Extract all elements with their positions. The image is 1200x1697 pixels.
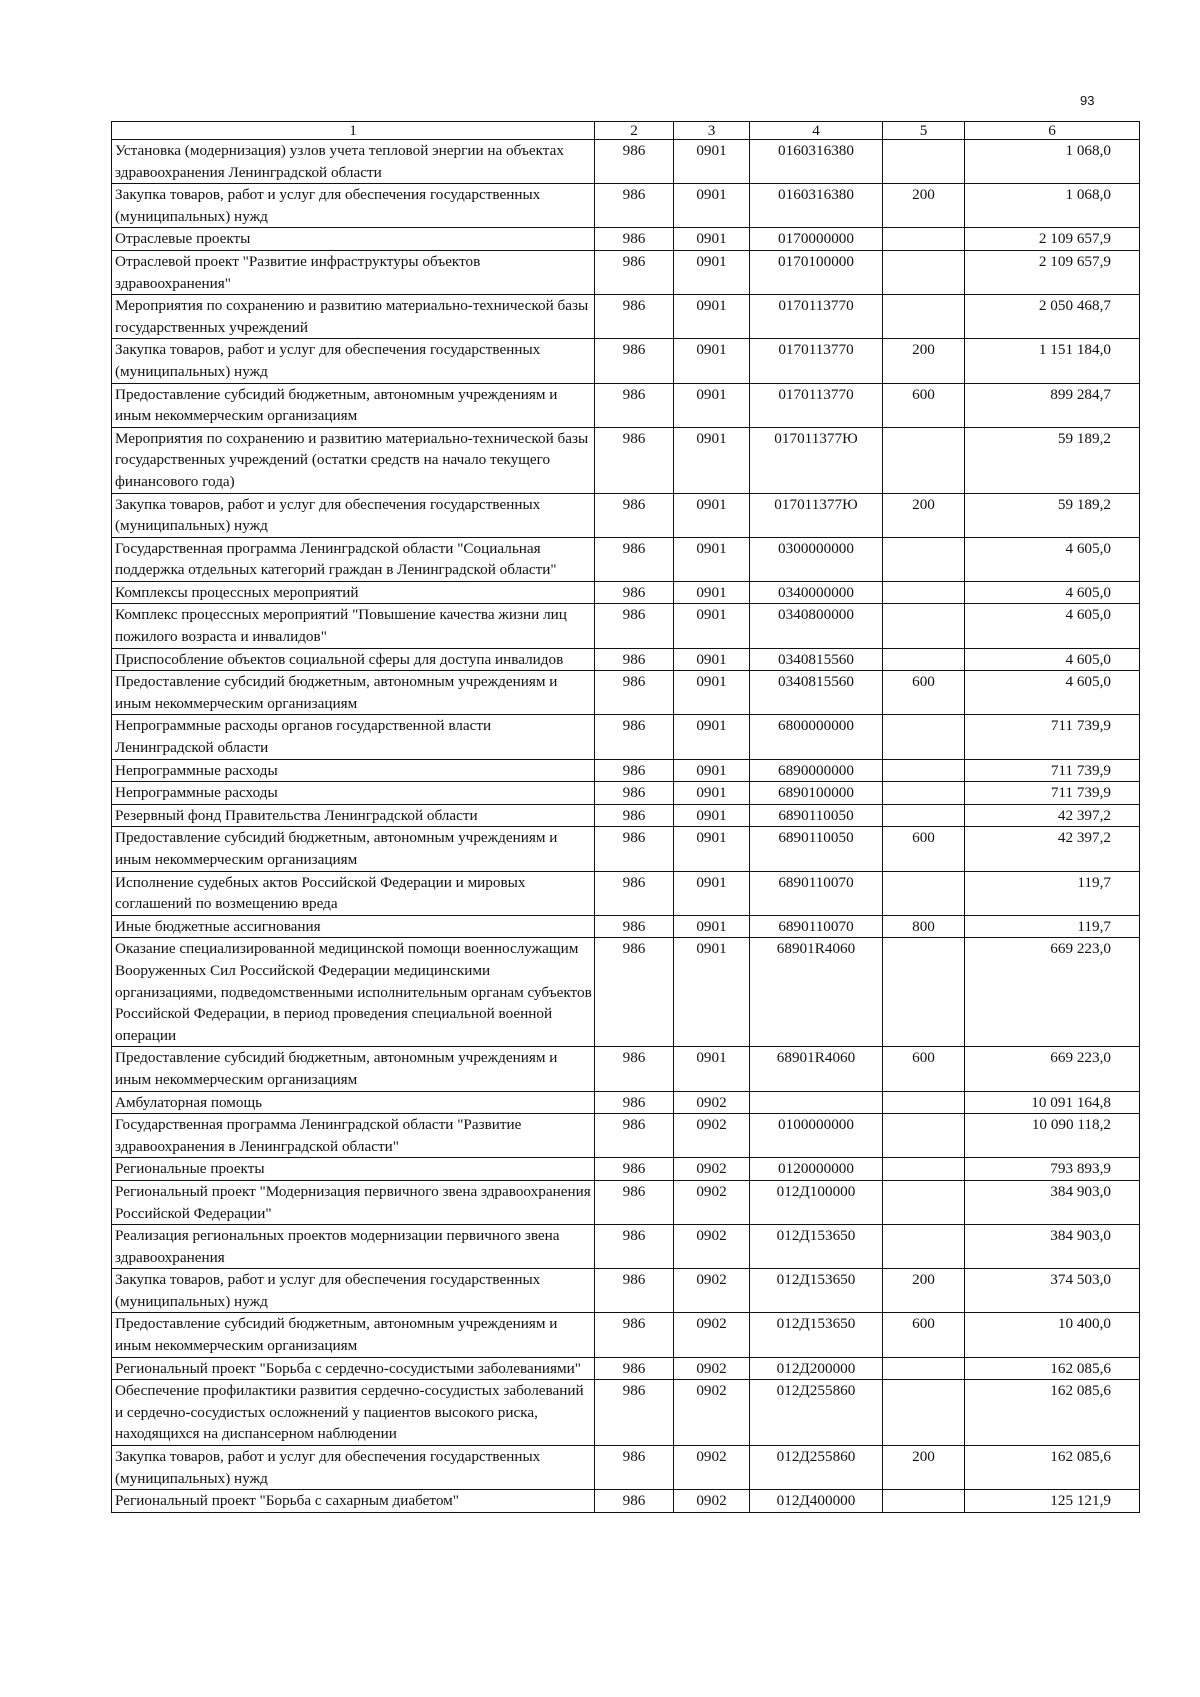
amount-cell: 384 903,0 xyxy=(965,1225,1140,1269)
target-article-cell: 0170000000 xyxy=(750,228,883,251)
header-col-1: 1 xyxy=(112,122,595,140)
target-article-cell: 0160316380 xyxy=(750,140,883,184)
table-row xyxy=(112,1091,1140,1114)
admin-code-cell: 986 xyxy=(595,1114,674,1158)
admin-code-cell: 986 xyxy=(595,339,674,383)
amount-cell: 374 503,0 xyxy=(965,1269,1140,1313)
admin-code-cell: 986 xyxy=(595,1313,674,1357)
section-code-cell: 0901 xyxy=(674,537,750,581)
table-row xyxy=(112,1490,1140,1513)
expense-type-cell xyxy=(883,581,965,604)
expense-type-cell xyxy=(883,1380,965,1446)
section-code-cell: 0901 xyxy=(674,383,750,427)
target-article-cell xyxy=(750,1091,883,1114)
amount-cell: 2 050 468,7 xyxy=(965,295,1140,339)
admin-code-cell: 986 xyxy=(595,228,674,251)
target-article-cell: 012Д255860 xyxy=(750,1446,883,1490)
expense-type-cell xyxy=(883,250,965,294)
amount-cell: 2 109 657,9 xyxy=(965,250,1140,294)
expense-type-cell xyxy=(883,295,965,339)
table-body xyxy=(112,140,1140,1513)
name-cell: Исполнение судебных актов Российской Федерации и мировых соглашений по возмещению вреда xyxy=(112,871,595,915)
admin-code-cell: 986 xyxy=(595,1225,674,1269)
table-row xyxy=(112,1047,1140,1091)
amount-cell: 10 091 164,8 xyxy=(965,1091,1140,1114)
expense-type-cell xyxy=(883,1180,965,1224)
table-row xyxy=(112,915,1140,938)
table-row xyxy=(112,1313,1140,1357)
expense-type-cell: 200 xyxy=(883,184,965,228)
section-code-cell: 0901 xyxy=(674,827,750,871)
name-cell: Оказание специализированной медицинской помощи военнослужащим Вооруженных Сил Российской Федерации медицинскими организациями, подведомственными исполнительным органам субъектов Российской Федерации, в период проведения специальной военной операции xyxy=(112,938,595,1047)
header-col-6: 6 xyxy=(965,122,1140,140)
expense-type-cell xyxy=(883,715,965,759)
table-row xyxy=(112,871,1140,915)
admin-code-cell: 986 xyxy=(595,804,674,827)
target-article-cell: 012Д153650 xyxy=(750,1269,883,1313)
amount-cell: 119,7 xyxy=(965,871,1140,915)
name-cell: Закупка товаров, работ и услуг для обеспечения государственных (муниципальных) нужд xyxy=(112,493,595,537)
expense-type-cell xyxy=(883,804,965,827)
amount-cell: 4 605,0 xyxy=(965,648,1140,671)
target-article-cell: 0300000000 xyxy=(750,537,883,581)
table-row xyxy=(112,1269,1140,1313)
section-code-cell: 0901 xyxy=(674,715,750,759)
admin-code-cell: 986 xyxy=(595,581,674,604)
admin-code-cell: 986 xyxy=(595,493,674,537)
amount-cell: 125 121,9 xyxy=(965,1490,1140,1513)
header-col-4: 4 xyxy=(750,122,883,140)
name-cell: Приспособление объектов социальной сферы для доступа инвалидов xyxy=(112,648,595,671)
expense-type-cell: 600 xyxy=(883,383,965,427)
name-cell: Закупка товаров, работ и услуг для обеспечения государственных (муниципальных) нужд xyxy=(112,1446,595,1490)
name-cell: Закупка товаров, работ и услуг для обеспечения государственных (муниципальных) нужд xyxy=(112,1269,595,1313)
expense-type-cell xyxy=(883,140,965,184)
expense-type-cell xyxy=(883,759,965,782)
name-cell: Установка (модернизация) узлов учета тепловой энергии на объектах здравоохранения Ленинградской области xyxy=(112,140,595,184)
admin-code-cell: 986 xyxy=(595,1446,674,1490)
admin-code-cell: 986 xyxy=(595,383,674,427)
target-article-cell: 012Д200000 xyxy=(750,1357,883,1380)
name-cell: Закупка товаров, работ и услуг для обеспечения государственных (муниципальных) нужд xyxy=(112,184,595,228)
name-cell: Реализация региональных проектов модернизации первичного звена здравоохранения xyxy=(112,1225,595,1269)
name-cell: Амбулаторная помощь xyxy=(112,1091,595,1114)
expense-type-cell xyxy=(883,938,965,1047)
expense-type-cell: 800 xyxy=(883,915,965,938)
section-code-cell: 0901 xyxy=(674,871,750,915)
expense-type-cell xyxy=(883,604,965,648)
section-code-cell: 0901 xyxy=(674,581,750,604)
amount-cell: 59 189,2 xyxy=(965,493,1140,537)
name-cell: Комплексы процессных мероприятий xyxy=(112,581,595,604)
amount-cell: 162 085,6 xyxy=(965,1446,1140,1490)
section-code-cell: 0901 xyxy=(674,427,750,493)
section-code-cell: 0901 xyxy=(674,604,750,648)
amount-cell: 1 068,0 xyxy=(965,184,1140,228)
name-cell: Отраслевой проект "Развитие инфраструктуры объектов здравоохранения" xyxy=(112,250,595,294)
amount-cell: 162 085,6 xyxy=(965,1380,1140,1446)
target-article-cell: 6890100000 xyxy=(750,782,883,805)
name-cell: Закупка товаров, работ и услуг для обеспечения государственных (муниципальных) нужд xyxy=(112,339,595,383)
target-article-cell: 012Д153650 xyxy=(750,1313,883,1357)
table-row xyxy=(112,1357,1140,1380)
table-row xyxy=(112,339,1140,383)
header-col-5: 5 xyxy=(883,122,965,140)
section-code-cell: 0901 xyxy=(674,1047,750,1091)
table-row xyxy=(112,1158,1140,1181)
section-code-cell: 0902 xyxy=(674,1225,750,1269)
admin-code-cell: 986 xyxy=(595,938,674,1047)
section-code-cell: 0901 xyxy=(674,228,750,251)
expense-type-cell xyxy=(883,1225,965,1269)
amount-cell: 10 400,0 xyxy=(965,1313,1140,1357)
target-article-cell: 6890110050 xyxy=(750,827,883,871)
section-code-cell: 0902 xyxy=(674,1446,750,1490)
admin-code-cell: 986 xyxy=(595,140,674,184)
expense-type-cell: 600 xyxy=(883,827,965,871)
expense-type-cell xyxy=(883,1091,965,1114)
section-code-cell: 0902 xyxy=(674,1091,750,1114)
section-code-cell: 0902 xyxy=(674,1380,750,1446)
amount-cell: 711 739,9 xyxy=(965,715,1140,759)
section-code-cell: 0901 xyxy=(674,804,750,827)
name-cell: Непрограммные расходы xyxy=(112,759,595,782)
name-cell: Комплекс процессных мероприятий "Повышение качества жизни лиц пожилого возраста и инвалидов" xyxy=(112,604,595,648)
section-code-cell: 0901 xyxy=(674,938,750,1047)
amount-cell: 4 605,0 xyxy=(965,671,1140,715)
admin-code-cell: 986 xyxy=(595,250,674,294)
target-article-cell: 0120000000 xyxy=(750,1158,883,1181)
amount-cell: 899 284,7 xyxy=(965,383,1140,427)
expense-type-cell: 200 xyxy=(883,493,965,537)
amount-cell: 10 090 118,2 xyxy=(965,1114,1140,1158)
admin-code-cell: 986 xyxy=(595,915,674,938)
table-row xyxy=(112,427,1140,493)
table-row xyxy=(112,715,1140,759)
table-row xyxy=(112,537,1140,581)
name-cell: Резервный фонд Правительства Ленинградской области xyxy=(112,804,595,827)
section-code-cell: 0902 xyxy=(674,1357,750,1380)
amount-cell: 1 068,0 xyxy=(965,140,1140,184)
target-article-cell: 012Д100000 xyxy=(750,1180,883,1224)
section-code-cell: 0901 xyxy=(674,493,750,537)
target-article-cell: 017011377Ю xyxy=(750,493,883,537)
admin-code-cell: 986 xyxy=(595,1490,674,1513)
amount-cell: 4 605,0 xyxy=(965,581,1140,604)
admin-code-cell: 986 xyxy=(595,671,674,715)
section-code-cell: 0901 xyxy=(674,648,750,671)
section-code-cell: 0902 xyxy=(674,1114,750,1158)
name-cell: Государственная программа Ленинградской области "Развитие здравоохранения в Ленинградской области" xyxy=(112,1114,595,1158)
section-code-cell: 0901 xyxy=(674,250,750,294)
table-row xyxy=(112,1446,1140,1490)
table-row xyxy=(112,827,1140,871)
section-code-cell: 0902 xyxy=(674,1158,750,1181)
section-code-cell: 0902 xyxy=(674,1180,750,1224)
name-cell: Региональный проект "Борьба с сахарным диабетом" xyxy=(112,1490,595,1513)
name-cell: Отраслевые проекты xyxy=(112,228,595,251)
table-row xyxy=(112,184,1140,228)
name-cell: Региональный проект "Борьба с сердечно-сосудистыми заболеваниями" xyxy=(112,1357,595,1380)
name-cell: Иные бюджетные ассигнования xyxy=(112,915,595,938)
target-article-cell: 6890110070 xyxy=(750,871,883,915)
admin-code-cell: 986 xyxy=(595,1357,674,1380)
table-row xyxy=(112,604,1140,648)
table-row xyxy=(112,782,1140,805)
expense-type-cell xyxy=(883,1114,965,1158)
name-cell: Региональные проекты xyxy=(112,1158,595,1181)
table-row xyxy=(112,1225,1140,1269)
table-row xyxy=(112,250,1140,294)
target-article-cell: 6890110070 xyxy=(750,915,883,938)
expense-type-cell: 600 xyxy=(883,671,965,715)
name-cell: Мероприятия по сохранению и развитию материально-технической базы государственных учреждений (остатки средств на начало текущего финансового года) xyxy=(112,427,595,493)
section-code-cell: 0901 xyxy=(674,759,750,782)
target-article-cell: 0170113770 xyxy=(750,383,883,427)
section-code-cell: 0902 xyxy=(674,1490,750,1513)
amount-cell: 119,7 xyxy=(965,915,1140,938)
amount-cell: 1 151 184,0 xyxy=(965,339,1140,383)
expense-type-cell: 600 xyxy=(883,1047,965,1091)
section-code-cell: 0902 xyxy=(674,1313,750,1357)
admin-code-cell: 986 xyxy=(595,871,674,915)
name-cell: Региональный проект "Модернизация первичного звена здравоохранения Российской Федерации" xyxy=(112,1180,595,1224)
header-col-3: 3 xyxy=(674,122,750,140)
table-row xyxy=(112,938,1140,1047)
expense-type-cell xyxy=(883,537,965,581)
target-article-cell: 68901R4060 xyxy=(750,938,883,1047)
target-article-cell: 012Д153650 xyxy=(750,1225,883,1269)
amount-cell: 669 223,0 xyxy=(965,938,1140,1047)
target-article-cell: 0160316380 xyxy=(750,184,883,228)
amount-cell: 793 893,9 xyxy=(965,1158,1140,1181)
admin-code-cell: 986 xyxy=(595,604,674,648)
header-col-2: 2 xyxy=(595,122,674,140)
expense-type-cell: 200 xyxy=(883,1446,965,1490)
section-code-cell: 0901 xyxy=(674,915,750,938)
admin-code-cell: 986 xyxy=(595,537,674,581)
amount-cell: 59 189,2 xyxy=(965,427,1140,493)
table-row xyxy=(112,1380,1140,1446)
target-article-cell: 012Д255860 xyxy=(750,1380,883,1446)
target-article-cell: 6890110050 xyxy=(750,804,883,827)
admin-code-cell: 986 xyxy=(595,1091,674,1114)
amount-cell: 162 085,6 xyxy=(965,1357,1140,1380)
table-row xyxy=(112,804,1140,827)
table-row xyxy=(112,383,1140,427)
table-row xyxy=(112,295,1140,339)
expense-type-cell: 600 xyxy=(883,1313,965,1357)
section-code-cell: 0901 xyxy=(674,140,750,184)
target-article-cell: 0100000000 xyxy=(750,1114,883,1158)
target-article-cell: 0340000000 xyxy=(750,581,883,604)
expense-type-cell: 200 xyxy=(883,1269,965,1313)
section-code-cell: 0901 xyxy=(674,339,750,383)
expense-type-cell xyxy=(883,648,965,671)
admin-code-cell: 986 xyxy=(595,295,674,339)
section-code-cell: 0901 xyxy=(674,295,750,339)
admin-code-cell: 986 xyxy=(595,715,674,759)
target-article-cell: 0340815560 xyxy=(750,671,883,715)
name-cell: Непрограммные расходы xyxy=(112,782,595,805)
amount-cell: 42 397,2 xyxy=(965,827,1140,871)
table-row xyxy=(112,228,1140,251)
admin-code-cell: 986 xyxy=(595,1269,674,1313)
target-article-cell: 0340815560 xyxy=(750,648,883,671)
table-row xyxy=(112,648,1140,671)
name-cell: Государственная программа Ленинградской области "Социальная поддержка отдельных категорий граждан в Ленинградской области" xyxy=(112,537,595,581)
expense-type-cell xyxy=(883,427,965,493)
section-code-cell: 0901 xyxy=(674,671,750,715)
table-row xyxy=(112,1114,1140,1158)
section-code-cell: 0901 xyxy=(674,782,750,805)
name-cell: Предоставление субсидий бюджетным, автономным учреждениям и иным некоммерческим организациям xyxy=(112,1313,595,1357)
name-cell: Предоставление субсидий бюджетным, автономным учреждениям и иным некоммерческим организациям xyxy=(112,383,595,427)
page-number: 93 xyxy=(1080,93,1095,108)
table-row xyxy=(112,493,1140,537)
amount-cell: 384 903,0 xyxy=(965,1180,1140,1224)
amount-cell: 669 223,0 xyxy=(965,1047,1140,1091)
target-article-cell: 0170100000 xyxy=(750,250,883,294)
admin-code-cell: 986 xyxy=(595,648,674,671)
expense-type-cell xyxy=(883,1357,965,1380)
name-cell: Предоставление субсидий бюджетным, автономным учреждениям и иным некоммерческим организациям xyxy=(112,1047,595,1091)
admin-code-cell: 986 xyxy=(595,1158,674,1181)
section-code-cell: 0902 xyxy=(674,1269,750,1313)
target-article-cell: 0170113770 xyxy=(750,295,883,339)
target-article-cell: 6800000000 xyxy=(750,715,883,759)
name-cell: Предоставление субсидий бюджетным, автономным учреждениям и иным некоммерческим организациям xyxy=(112,827,595,871)
budget-table xyxy=(111,121,1140,1513)
target-article-cell: 017011377Ю xyxy=(750,427,883,493)
expense-type-cell xyxy=(883,1158,965,1181)
amount-cell: 711 739,9 xyxy=(965,759,1140,782)
admin-code-cell: 986 xyxy=(595,427,674,493)
amount-cell: 2 109 657,9 xyxy=(965,228,1140,251)
admin-code-cell: 986 xyxy=(595,1380,674,1446)
section-code-cell: 0901 xyxy=(674,184,750,228)
expense-type-cell xyxy=(883,228,965,251)
admin-code-cell: 986 xyxy=(595,184,674,228)
amount-cell: 4 605,0 xyxy=(965,537,1140,581)
target-article-cell: 012Д400000 xyxy=(750,1490,883,1513)
table-row xyxy=(112,671,1140,715)
admin-code-cell: 986 xyxy=(595,827,674,871)
expense-type-cell xyxy=(883,871,965,915)
admin-code-cell: 986 xyxy=(595,782,674,805)
admin-code-cell: 986 xyxy=(595,1180,674,1224)
expense-type-cell: 200 xyxy=(883,339,965,383)
amount-cell: 4 605,0 xyxy=(965,604,1140,648)
target-article-cell: 6890000000 xyxy=(750,759,883,782)
target-article-cell: 0340800000 xyxy=(750,604,883,648)
admin-code-cell: 986 xyxy=(595,1047,674,1091)
expense-type-cell xyxy=(883,1490,965,1513)
name-cell: Обеспечение профилактики развития сердечно-сосудистых заболеваний и сердечно-сосудистых осложнений у пациентов высокого риска, находящихся на диспансерном наблюдении xyxy=(112,1380,595,1446)
target-article-cell: 0170113770 xyxy=(750,339,883,383)
name-cell: Предоставление субсидий бюджетным, автономным учреждениям и иным некоммерческим организациям xyxy=(112,671,595,715)
table-row xyxy=(112,759,1140,782)
name-cell: Непрограммные расходы органов государственной власти Ленинградской области xyxy=(112,715,595,759)
table-row xyxy=(112,1180,1140,1224)
amount-cell: 42 397,2 xyxy=(965,804,1140,827)
table-row xyxy=(112,581,1140,604)
table-row xyxy=(112,140,1140,184)
expense-type-cell xyxy=(883,782,965,805)
admin-code-cell: 986 xyxy=(595,759,674,782)
header-row xyxy=(112,122,1140,140)
amount-cell: 711 739,9 xyxy=(965,782,1140,805)
target-article-cell: 68901R4060 xyxy=(750,1047,883,1091)
name-cell: Мероприятия по сохранению и развитию материально-технической базы государственных учреждений xyxy=(112,295,595,339)
